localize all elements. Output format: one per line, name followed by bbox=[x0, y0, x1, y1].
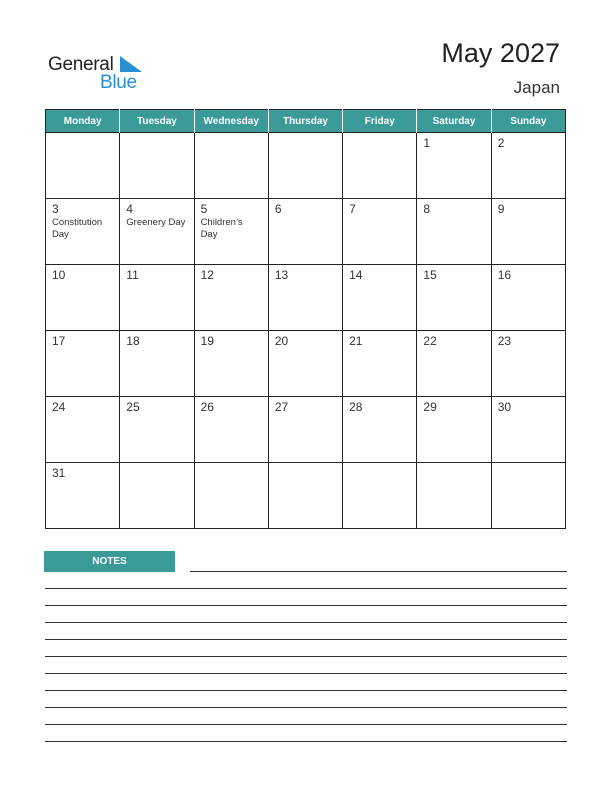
day-cell bbox=[343, 331, 417, 397]
day-number: 5 bbox=[200, 202, 208, 216]
day-number: 25 bbox=[126, 400, 140, 414]
holiday-label: Constitution Day bbox=[52, 217, 103, 240]
day-number: 24 bbox=[52, 400, 66, 414]
day-cell bbox=[120, 199, 194, 265]
day-cell bbox=[268, 199, 342, 265]
day-number: 26 bbox=[200, 400, 214, 414]
day-number: 1 bbox=[423, 136, 431, 150]
day-cell bbox=[491, 265, 565, 331]
day-number: 11 bbox=[126, 268, 139, 282]
holiday-label: Children’s Day bbox=[200, 217, 243, 240]
logo-text-blue: Blue bbox=[100, 72, 137, 93]
note-line bbox=[190, 571, 567, 572]
day-cell bbox=[120, 463, 194, 529]
day-number: 27 bbox=[274, 400, 289, 414]
day-cell bbox=[491, 463, 565, 529]
note-line bbox=[45, 707, 567, 708]
day-cell bbox=[268, 331, 342, 397]
week-row bbox=[46, 133, 566, 199]
day-number: 23 bbox=[497, 334, 512, 348]
note-line bbox=[45, 588, 567, 589]
weekday-header: Thursday bbox=[268, 110, 342, 133]
day-number: 9 bbox=[497, 202, 505, 216]
weekday-header: Monday bbox=[46, 110, 120, 133]
holiday-label: Greenery Day bbox=[126, 217, 186, 228]
day-cell bbox=[120, 331, 194, 397]
day-cell bbox=[46, 331, 120, 397]
day-cell bbox=[46, 397, 120, 463]
note-line bbox=[45, 673, 567, 674]
weekday-header: Saturday bbox=[417, 110, 491, 133]
week-row bbox=[46, 331, 566, 397]
day-cell bbox=[343, 199, 417, 265]
day-cell bbox=[491, 397, 565, 463]
note-line bbox=[45, 605, 567, 606]
day-number: 18 bbox=[126, 334, 140, 348]
day-cell bbox=[194, 331, 268, 397]
page-title: May 2027 bbox=[441, 38, 560, 68]
day-number: 10 bbox=[52, 268, 66, 282]
day-number: 7 bbox=[349, 202, 356, 216]
day-cell bbox=[46, 265, 120, 331]
day-number: 2 bbox=[497, 136, 505, 150]
day-cell bbox=[268, 463, 342, 529]
note-line bbox=[45, 724, 567, 725]
day-number: 12 bbox=[200, 268, 214, 282]
note-line bbox=[45, 622, 567, 623]
logo-text-general: General bbox=[48, 54, 114, 75]
day-cell bbox=[194, 463, 268, 529]
day-number: 28 bbox=[349, 400, 363, 414]
day-cell bbox=[417, 331, 491, 397]
day-number: 19 bbox=[200, 334, 214, 348]
day-cell bbox=[46, 463, 120, 529]
day-cell bbox=[46, 199, 120, 265]
note-line bbox=[45, 639, 567, 640]
day-number: 22 bbox=[423, 334, 437, 348]
day-cell bbox=[194, 133, 268, 199]
day-cell bbox=[46, 133, 120, 199]
day-cell bbox=[417, 463, 491, 529]
day-cell bbox=[343, 265, 417, 331]
day-cell bbox=[120, 397, 194, 463]
day-number: 14 bbox=[349, 268, 363, 282]
day-number: 29 bbox=[423, 400, 437, 414]
day-number: 21 bbox=[349, 334, 363, 348]
day-cell bbox=[417, 199, 491, 265]
country-label: Japan bbox=[513, 78, 560, 97]
weekday-header: Tuesday bbox=[120, 110, 194, 133]
note-line bbox=[45, 741, 567, 742]
day-number: 30 bbox=[497, 400, 512, 414]
day-number: 6 bbox=[274, 202, 282, 216]
day-cell bbox=[417, 397, 491, 463]
day-cell bbox=[194, 397, 268, 463]
week-row bbox=[46, 199, 566, 265]
weekday-header: Friday bbox=[343, 110, 417, 133]
day-number: 17 bbox=[52, 334, 66, 348]
note-line bbox=[45, 656, 567, 657]
day-cell bbox=[120, 265, 194, 331]
day-cell bbox=[268, 265, 342, 331]
day-cell bbox=[491, 133, 565, 199]
notes-label: NOTES bbox=[44, 551, 175, 572]
day-number: 16 bbox=[497, 268, 512, 282]
day-number: 31 bbox=[52, 466, 66, 480]
day-cell bbox=[343, 463, 417, 529]
weekday-header: Sunday bbox=[491, 110, 565, 133]
day-number: 15 bbox=[423, 268, 437, 282]
day-cell bbox=[194, 199, 268, 265]
day-cell bbox=[417, 133, 491, 199]
week-row bbox=[46, 463, 566, 529]
day-cell bbox=[194, 265, 268, 331]
day-cell bbox=[417, 265, 491, 331]
week-row bbox=[46, 265, 566, 331]
day-number: 3 bbox=[52, 202, 59, 216]
day-number: 20 bbox=[274, 334, 289, 348]
day-cell bbox=[343, 133, 417, 199]
week-row bbox=[46, 397, 566, 463]
day-cell bbox=[491, 199, 565, 265]
day-number: 8 bbox=[423, 202, 431, 216]
day-number: 4 bbox=[126, 202, 133, 216]
day-cell bbox=[120, 133, 194, 199]
day-number: 13 bbox=[274, 268, 289, 282]
day-cell bbox=[268, 133, 342, 199]
weekday-header-row bbox=[46, 110, 566, 133]
note-line bbox=[45, 690, 567, 691]
weekday-header: Wednesday bbox=[194, 110, 268, 133]
generalblue-logo bbox=[48, 52, 158, 92]
day-cell bbox=[343, 397, 417, 463]
calendar-grid bbox=[45, 109, 566, 529]
day-cell bbox=[268, 397, 342, 463]
day-cell bbox=[491, 331, 565, 397]
